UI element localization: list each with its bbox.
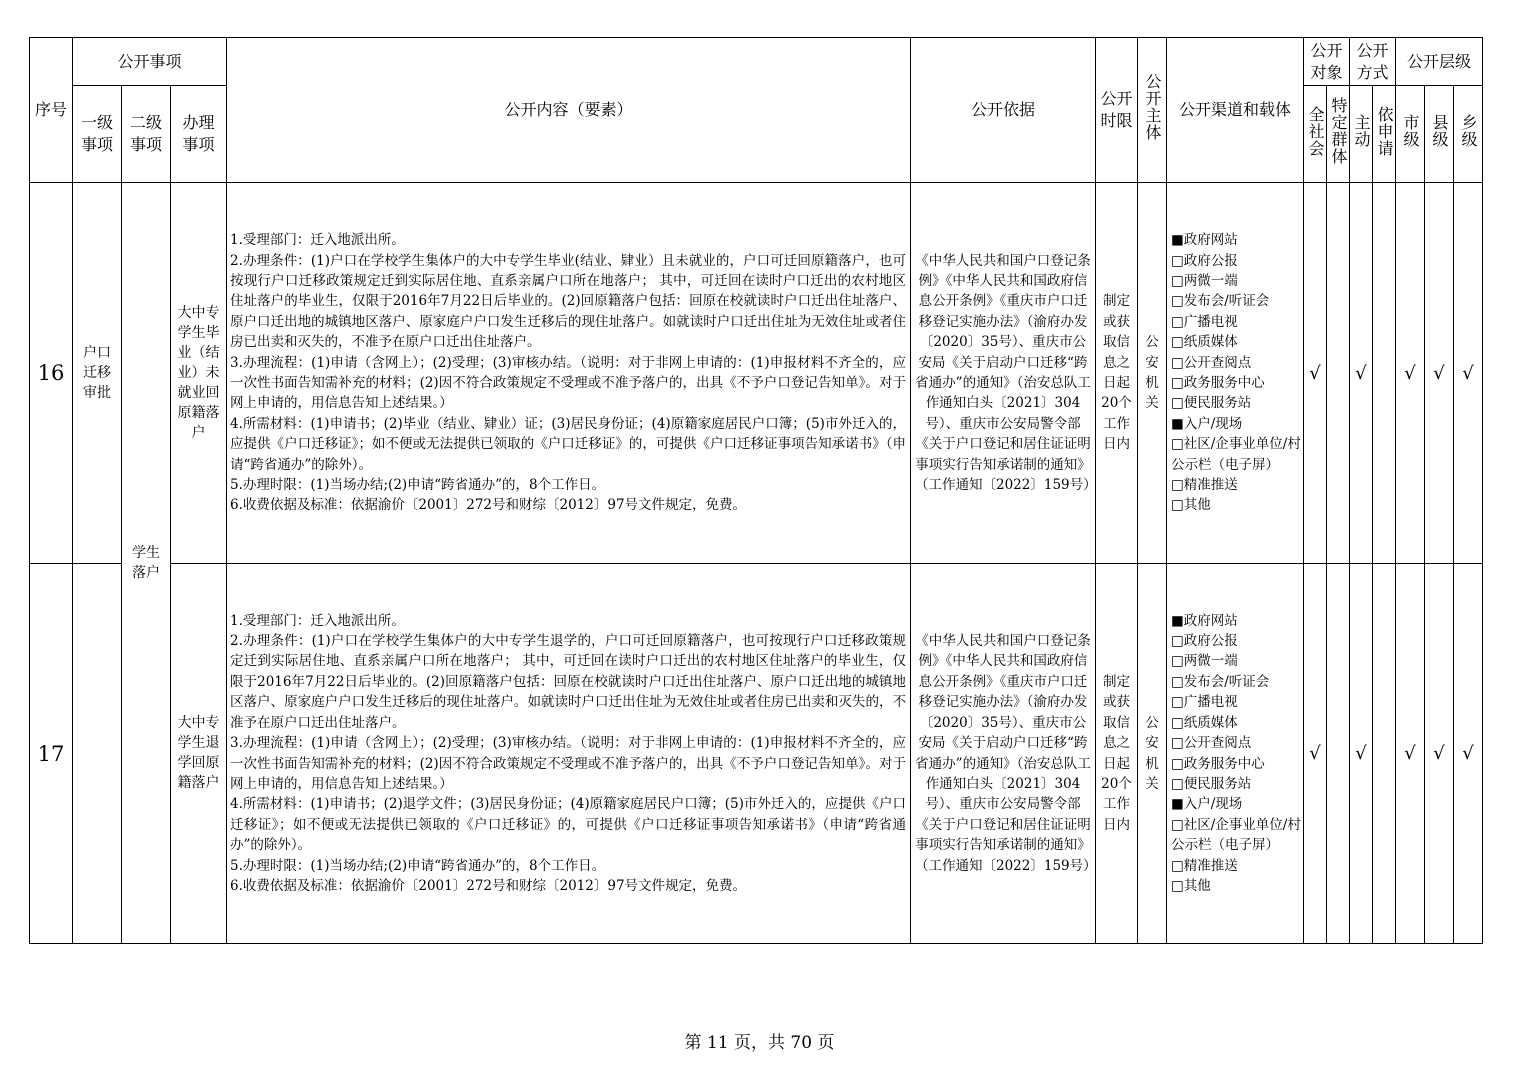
- header-basis: 公开依据: [911, 38, 1096, 183]
- header-method-active: [1350, 86, 1373, 183]
- channel-item: □广播电视: [1171, 313, 1238, 330]
- channel-item: □两微一端: [1171, 653, 1238, 670]
- header-channel: 公开渠道和载体: [1167, 38, 1304, 183]
- mark-active: √: [1350, 564, 1373, 944]
- channel-item: □社区/企事业单位/村公示栏（电子屏）: [1171, 436, 1301, 473]
- channel-item: □公开查阅点: [1171, 354, 1252, 371]
- header-level1-text: 一级事项: [80, 113, 113, 154]
- channel-item: □发布会/听证会: [1171, 673, 1270, 690]
- channel-item: ■政府网站: [1171, 232, 1238, 249]
- channel-item: □公开查阅点: [1171, 735, 1252, 752]
- header-subject: [1138, 38, 1167, 183]
- header-level-county: [1425, 86, 1454, 183]
- mark-town: √: [1454, 183, 1483, 564]
- channel-item: ■入户/现场: [1171, 415, 1243, 432]
- page-number: 第 11 页，共 70 页: [684, 1033, 835, 1053]
- content-line: 4.所需材料：(1)申请书；(2)退学文件；(3)居民身份证；(4)原籍家庭居民户口簿；(5)市外迁入的，应提供《户口迁移证》；如不便或无法提供已领取的《户口迁移证》的，可提供《户口迁移证事项告知承诺书》（申请“跨省通办”的除外）。: [230, 796, 906, 854]
- time-limit-cell: [1096, 564, 1138, 944]
- header-level-city-text: 市级: [1401, 114, 1420, 148]
- level1-item: [73, 183, 122, 564]
- channel-item: □两微一端: [1171, 272, 1238, 289]
- header-method-text: 公开方式: [1356, 40, 1389, 82]
- mark-county: √: [1425, 564, 1454, 944]
- channel-item: □便民服务站: [1171, 775, 1252, 792]
- channel-cell: [1167, 564, 1304, 944]
- mark-city: √: [1396, 183, 1425, 564]
- mark-all: √: [1304, 183, 1327, 564]
- time-limit-cell: [1096, 183, 1138, 564]
- mark-all: √: [1304, 564, 1327, 944]
- time-limit-text: 制定或获取信息之日起20个工作日内: [1101, 673, 1132, 833]
- row-seq: 16: [30, 183, 73, 564]
- header-method-active-text: 主动: [1352, 114, 1371, 148]
- header-level-city: [1396, 86, 1425, 183]
- content-line: 2.办理条件：(1)户口在学校学生集体户的大中专学生毕业(结业、肄业）且未就业的，户口可迁回原籍落户，也可按现行户口迁移政策规定迁到实际居住地、直系亲属户口所在地落户； 其中，可迁回在读时户口迁出的农村地区住址落户的毕业生，仅限于2016年7月22日后毕业的。(2)回原籍落户包括：回原在校就读时户口迁出住址落户、原户口迁出地的城镇地区落户、原家庭户户口发生迁移后的现住址落户。如就读时户口迁出住址为无效住址或者住房已出卖和灭失的，不准予在原户口迁出住址落户。: [230, 252, 906, 351]
- header-target-all: [1304, 86, 1327, 183]
- channel-item: □便民服务站: [1171, 395, 1252, 412]
- channel-item: □其他: [1171, 877, 1211, 894]
- channel-item: ■入户/现场: [1171, 796, 1243, 813]
- channel-item: □政务服务中心: [1171, 375, 1265, 391]
- mark-request: [1373, 183, 1396, 564]
- content-line: 5.办理时限：(1)当场办结;(2)申请“跨省通办”的，8个工作日。: [230, 857, 606, 874]
- subject-cell: [1138, 183, 1167, 564]
- header-level1: [73, 86, 122, 183]
- header-target-text: 公开对象: [1310, 40, 1343, 82]
- content-line: 6.收费依据及标准：依据渝价〔2001〕272号和财综〔2012〕97号文件规定，免费。: [230, 877, 747, 894]
- header-handle: [171, 86, 227, 183]
- channel-item: □发布会/听证会: [1171, 293, 1270, 310]
- content-line: 3.办理流程：(1)申请（含网上）；(2)受理；(3)审核办结。（说明：对于非网上申请的：(1)申报材料不齐全的，应一次性书面告知需补充的材料；(2)因不符合政策规定不受理或不准予落户的，出具《不予户口登记告知单》。对于网上申请的，用信息告知上述结果。）: [230, 354, 906, 412]
- mark-request: [1373, 564, 1396, 944]
- content-line: 1.受理部门：迁入地派出所。: [230, 612, 405, 629]
- mark-city: √: [1396, 564, 1425, 944]
- channel-item: □其他: [1171, 497, 1211, 514]
- channel-cell: [1167, 183, 1304, 564]
- mark-county: √: [1425, 183, 1454, 564]
- channel-item: □政府公报: [1171, 633, 1238, 650]
- time-limit-text: 制定或获取信息之日起20个工作日内: [1101, 293, 1132, 453]
- content-line: 3.办理流程：(1)申请（含网上）；(2)受理；(3)审核办结。（说明：对于非网上申请的：(1)申报材料不齐全的，应一次性书面告知需补充的材料；(2)因不符合政策规定不受理或不准予落户的，出具《不予户口登记告知单》。对于网上申请的，用信息告知上述结果。）: [230, 735, 906, 792]
- header-level2-text: 二级事项: [129, 113, 162, 154]
- channel-item: □纸质媒体: [1171, 714, 1238, 731]
- basis-cell: 《中华人民共和国户口登记条例》《中华人民共和国政府信息公开条例》《重庆市户口迁移登记实施办法》（渝府办发〔2020〕35号）、重庆市公安局《关于启动户口迁移“跨省通办”的通知》（治安总队工作通知白头〔2021〕304号）、重庆市公安局警令部《关于户口登记和居住证证明事项实行告知承诺制的通知》（工作通知〔2022〕159号）: [911, 183, 1096, 564]
- header-target-specific: [1327, 86, 1350, 183]
- mark-specific: [1327, 564, 1350, 944]
- header-level-town-text: 乡级: [1459, 114, 1478, 148]
- level1-item-empty: [73, 564, 122, 944]
- handle-item-text: 大中专学生退学回原籍落户: [177, 715, 220, 792]
- header-matters: 公开事项: [73, 38, 227, 86]
- level2-item: [122, 183, 171, 944]
- content-cell: [227, 564, 911, 944]
- handle-item: [171, 564, 227, 944]
- channel-item: □精准推送: [1171, 477, 1238, 494]
- header-method: [1350, 38, 1396, 86]
- header-handle-text: 办理事项: [182, 113, 215, 154]
- subject-cell: [1138, 564, 1167, 944]
- header-time-limit: [1096, 38, 1138, 183]
- disclosure-table: [29, 37, 1483, 944]
- content-line: 4.所需材料：(1)申请书；(2)毕业（结业、肄业）证；(3)居民身份证；(4)原籍家庭居民户口簿；(5)市外迁入的，应提供《户口迁移证》；如不便或无法提供已领取的《户口迁移证》的，可提供《户口迁移证事项告知承诺书》（申请“跨省通办”的除外）。: [230, 415, 906, 473]
- channel-item: ■政府网站: [1171, 612, 1238, 629]
- basis-cell: 《中华人民共和国户口登记条例》《中华人民共和国政府信息公开条例》《重庆市户口迁移登记实施办法》（渝府办发〔2020〕35号）、重庆市公安局《关于启动户口迁移“跨省通办”的通知》（治安总队工作通知白头〔2021〕304号）、重庆市公安局警令部《关于户口登记和居住证证明事项实行告知承诺制的通知》（工作通知〔2022〕159号）: [911, 564, 1096, 944]
- subject-text: 公安机关: [1145, 334, 1159, 412]
- level2-item-text: 学生落户: [132, 544, 160, 581]
- mark-town: √: [1454, 564, 1483, 944]
- table-row: [30, 183, 1483, 564]
- header-level2: [122, 86, 171, 183]
- row-seq: 17: [30, 564, 73, 944]
- level1-item-text: 户口迁移审批: [83, 344, 111, 401]
- channel-item: □精准推送: [1171, 857, 1238, 874]
- channel-item: □政务服务中心: [1171, 755, 1265, 772]
- channel-item: □社区/企事业单位/村公示栏（电子屏）: [1171, 816, 1301, 854]
- content-line: 2.办理条件：(1)户口在学校学生集体户的大中专学生退学的，户口可迁回原籍落户，也可按现行户口迁移政策规定迁到实际居住地、直系亲属户口所在地落户； 其中，可迁回在读时户口迁出的农村地区住址落户的毕业生，仅限于2016年7月22日后毕业的。(2)回原籍落户包括：回原在校就读时户口迁出住址落户、原户口迁出地的城镇地区落户、原家庭户户口发生迁移后的现住址落户。如就读时户口迁出住址为无效住址或者住房已出卖和灭失的，不准予在原户口迁出住址落户。: [230, 633, 906, 731]
- header-level: 公开层级: [1396, 38, 1483, 86]
- header-level-town: [1454, 86, 1483, 183]
- header-target: [1304, 38, 1350, 86]
- content-line: 5.办理时限：(1)当场办结;(2)申请“跨省通办”的，8个工作日。: [230, 477, 606, 494]
- handle-item-text: 大中专学生毕业（结业）未就业回原籍落户: [177, 304, 220, 441]
- table-row: [30, 564, 1483, 944]
- header-subject-text: 公开主体: [1143, 73, 1162, 141]
- header-target-all-text: 全社会: [1306, 105, 1325, 157]
- handle-item: [171, 183, 227, 564]
- content-line: 6.收费依据及标准：依据渝价〔2001〕272号和财综〔2012〕97号文件规定，免费。: [230, 497, 747, 514]
- header-seq: 序号: [30, 38, 73, 183]
- channel-item: □纸质媒体: [1171, 334, 1238, 351]
- subject-text: 公安机关: [1145, 714, 1159, 792]
- header-target-specific-text: 特定群体: [1329, 97, 1348, 165]
- mark-active: √: [1350, 183, 1373, 564]
- content-line: 1.受理部门：迁入地派出所。: [230, 232, 405, 249]
- header-method-request: [1373, 86, 1396, 183]
- content-cell: [227, 183, 911, 564]
- mark-specific: [1327, 183, 1350, 564]
- header-time-limit-text: 公开时限: [1100, 89, 1133, 130]
- header-content: 公开内容（要素）: [227, 38, 911, 183]
- header-level-county-text: 县级: [1430, 114, 1449, 148]
- header-method-request-text: 依申请: [1375, 105, 1394, 157]
- channel-item: □政府公报: [1171, 252, 1238, 269]
- channel-item: □广播电视: [1171, 694, 1238, 711]
